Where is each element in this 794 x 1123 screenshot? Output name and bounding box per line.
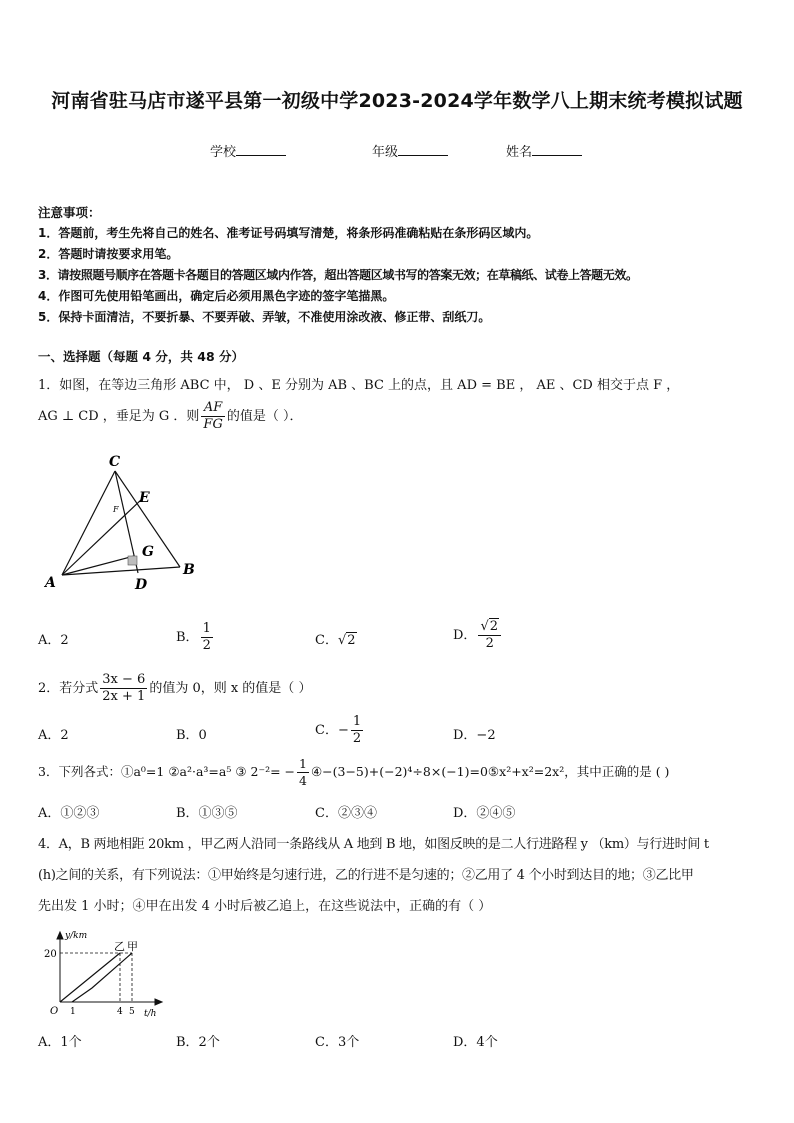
section-heading: 一、选择题（每题 4 分，共 48 分） bbox=[38, 349, 245, 364]
q3-stem-post: ④−(3−5)+(−2)⁴÷8×(−1)=0⑤x²+x²=2x²，其中正确的是 ( ) bbox=[310, 764, 670, 779]
note-item: 4．作图可先使用铅笔画出，确定后必须用黑色字迹的签字笔描黑。 bbox=[38, 289, 395, 303]
q1-option-a[interactable]: A．2 bbox=[38, 633, 69, 648]
q4-option-b[interactable]: B．2个 bbox=[176, 1035, 220, 1050]
note-item: 5．保持卡面清洁，不要折暴、不要弄破、弄皱，不准使用涂改液、修正带、刮纸刀。 bbox=[38, 310, 491, 324]
q2-option-c-frac bbox=[351, 714, 363, 747]
q1-stem-text: AG ⊥ CD ，垂足为 G ．则 bbox=[38, 409, 200, 424]
q2-stem-post: 的值为 0，则 x 的值是（ ） bbox=[149, 681, 312, 696]
q1-option-b-frac bbox=[201, 621, 213, 654]
x-axis-arrow-icon bbox=[155, 999, 162, 1005]
tick-20: 20 bbox=[44, 949, 57, 960]
q1-frac-num: AF bbox=[201, 400, 224, 417]
school-label: 学校 bbox=[210, 145, 237, 160]
q3-option-b[interactable]: B．①③⑤ bbox=[176, 806, 238, 821]
label-f: F bbox=[113, 505, 119, 514]
name-label: 姓名 bbox=[506, 145, 533, 160]
frac-den: 2 bbox=[202, 638, 211, 653]
note-item: 1．答题前，考生先将自己的姓名、准考证号码填写清楚，将条形码准确粘贴在条形码区域内。 bbox=[38, 226, 539, 240]
y-axis-label: y/km bbox=[65, 931, 88, 941]
q4-stem-line1: 4．A，B 两地相距 20km ，甲乙两人沿同一条路线从 A 地到 B 地，如图反映的是二人行进路程 y （km）与行进时间 t bbox=[38, 837, 709, 852]
grade-field[interactable] bbox=[372, 141, 448, 160]
frac-num bbox=[478, 619, 501, 636]
side-ab bbox=[62, 567, 180, 575]
side-ac bbox=[62, 471, 115, 575]
q3-option-c[interactable]: C．②③④ bbox=[315, 806, 377, 821]
right-angle-mark bbox=[128, 556, 137, 565]
q3-stem-pre: 3．下列各式：①a⁰=1 ②a²·a³=a⁵ ③ 2⁻²= − bbox=[38, 764, 295, 779]
frac-den: 4 bbox=[299, 773, 307, 788]
q1-option-b-label: B． bbox=[176, 630, 199, 645]
notes-title: 注意事项： bbox=[38, 205, 101, 220]
q1-option-c-radicand: 2 bbox=[347, 633, 356, 648]
label-c: C bbox=[109, 454, 121, 470]
q3-fraction bbox=[297, 756, 309, 789]
label-yi: 乙 bbox=[114, 940, 125, 953]
line-jia bbox=[60, 953, 120, 1002]
q1-option-b[interactable] bbox=[176, 621, 215, 654]
q1-option-c[interactable] bbox=[315, 629, 357, 648]
q3-option-d[interactable]: D．②④⑤ bbox=[453, 806, 516, 821]
q2-fraction bbox=[100, 672, 147, 705]
label-jia: 甲 bbox=[127, 940, 138, 953]
frac-num: 1 bbox=[352, 714, 362, 729]
label-a: A bbox=[45, 575, 56, 591]
x-axis-label: t/h bbox=[144, 1009, 157, 1019]
line-yi bbox=[72, 953, 132, 1002]
frac-den: 2x + 1 bbox=[102, 689, 146, 704]
q1-triangle-figure bbox=[40, 448, 210, 596]
frac-den: 2 bbox=[352, 731, 362, 746]
q4-distance-time-graph bbox=[40, 930, 170, 1020]
q4-option-c[interactable]: C．3个 bbox=[315, 1035, 360, 1050]
q4-option-d[interactable]: D．4个 bbox=[453, 1035, 498, 1050]
q4-stem-line2: (h)之间的关系，有下列说法：①甲始终是匀速行进，乙的行进不是匀速的；②乙用了 4 个小时到达目的地；③乙比甲 bbox=[38, 868, 694, 883]
grade-blank[interactable] bbox=[398, 143, 448, 156]
sqrt-icon: √ bbox=[337, 633, 347, 648]
q2-option-d[interactable]: D．−2 bbox=[453, 728, 496, 743]
q1-option-c-label: C． bbox=[315, 633, 338, 648]
name-blank[interactable] bbox=[532, 143, 582, 156]
radicand: 2 bbox=[489, 619, 499, 634]
q1-fraction bbox=[201, 400, 224, 433]
tick-5: 5 bbox=[129, 1007, 135, 1017]
tick-4: 4 bbox=[117, 1007, 123, 1017]
label-e: E bbox=[139, 490, 150, 506]
q2-option-c[interactable] bbox=[315, 714, 365, 747]
q1-option-d-label: D． bbox=[453, 628, 477, 643]
q2-option-c-label: C．− bbox=[315, 723, 349, 738]
sqrt-icon: √ bbox=[480, 619, 489, 634]
note-item: 2．答题时请按要求用笔。 bbox=[38, 247, 179, 261]
label-d: D bbox=[135, 577, 148, 593]
q3-stem bbox=[38, 756, 669, 789]
q2-stem bbox=[38, 672, 311, 705]
origin-label: O bbox=[50, 1006, 59, 1017]
frac-num: 1 bbox=[299, 756, 307, 771]
school-blank[interactable] bbox=[236, 143, 286, 156]
name-field[interactable] bbox=[506, 141, 582, 160]
q4-stem-line3: 先出发 1 小时；④甲在出发 4 小时后被乙追上，在这些说法中，正确的有（ ） bbox=[38, 899, 492, 914]
page-title: 河南省驻马店市遂平县第一初级中学2023-2024学年数学八上期末统考模拟试题 bbox=[51, 90, 743, 112]
q1-option-d[interactable] bbox=[453, 619, 503, 652]
q3-option-a[interactable]: A．①②③ bbox=[38, 806, 100, 821]
q2-stem-pre: 2．若分式 bbox=[38, 681, 99, 696]
school-field[interactable] bbox=[210, 141, 286, 160]
frac-num: 3x − 6 bbox=[102, 672, 146, 687]
note-item: 3．请按照题号顺序在答题卡各题目的答题区域内作答，超出答题区域书写的答案无效；在草稿纸、试卷上答题无效。 bbox=[38, 268, 638, 282]
frac-den: 2 bbox=[485, 636, 494, 651]
q1-option-d-frac bbox=[478, 619, 501, 652]
q1-stem-line1: 1．如图，在等边三角形 ABC 中， D 、E 分别为 AB 、BC 上的点，且 AD = BE ， AE 、CD 相交于点 F ， bbox=[38, 378, 680, 393]
q2-option-a[interactable]: A．2 bbox=[38, 728, 69, 743]
y-axis-arrow-icon bbox=[57, 932, 63, 939]
q1-frac-den: FG bbox=[203, 417, 223, 432]
label-g: G bbox=[142, 544, 154, 560]
label-b: B bbox=[183, 562, 195, 578]
frac-num: 1 bbox=[202, 621, 211, 636]
grade-label: 年级 bbox=[372, 145, 399, 160]
q1-stem-line2 bbox=[38, 400, 302, 433]
q1-stem-tail: 的值是（ ）． bbox=[226, 409, 303, 424]
tick-1: 1 bbox=[70, 1007, 76, 1017]
q4-option-a[interactable]: A．1个 bbox=[38, 1035, 82, 1050]
q2-option-b[interactable]: B．0 bbox=[176, 728, 207, 743]
